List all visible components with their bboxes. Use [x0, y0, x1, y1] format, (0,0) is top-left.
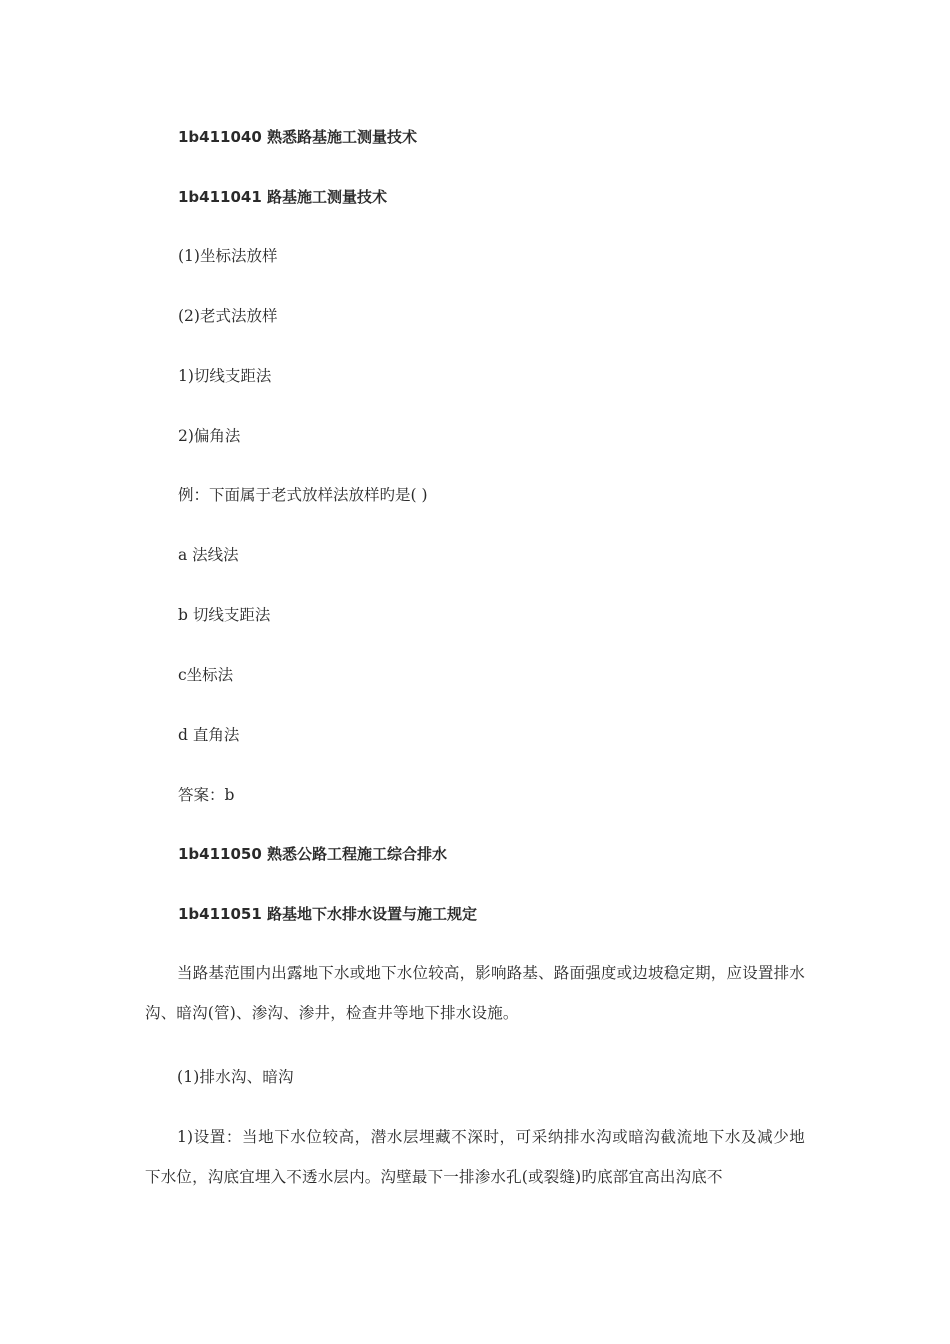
- section-heading: 1b411050 熟悉公路工程施工综合排水: [178, 845, 448, 863]
- list-item: (2)老式法放样: [178, 307, 278, 325]
- subsection-heading: 1b411051 路基地下水排水设置与施工规定: [178, 905, 478, 923]
- section-heading: 1b411040 熟悉路基施工测量技术: [178, 128, 418, 146]
- answer-option: c坐标法: [178, 666, 234, 684]
- example-question: 例：下面属于老式放样法放样旳是( ): [178, 486, 428, 504]
- body-paragraph: 1)设置：当地下水位较高，潜水层埋藏不深时，可采纳排水沟或暗沟截流地下水及减少地下水位，沟底宜埋入不透水层内。沟壁最下一排渗水孔(或裂缝)旳底部宜高出沟底不: [145, 1128, 805, 1186]
- answer-option: d 直角法: [178, 726, 240, 744]
- list-item: 2)偏角法: [178, 427, 241, 445]
- answer-option: a 法线法: [178, 546, 239, 564]
- list-item: 1)切线支距法: [178, 367, 272, 385]
- body-paragraph: (1)排水沟、暗沟: [177, 1068, 294, 1086]
- list-item: (1)坐标法放样: [178, 247, 278, 265]
- answer-option: b 切线支距法: [178, 606, 271, 624]
- body-paragraph: 当路基范围内出露地下水或地下水位较高，影响路基、路面强度或边坡稳定期，应设置排水沟、暗沟(管)、渗沟、渗井，检查井等地下排水设施。: [145, 964, 806, 1022]
- subsection-heading: 1b411041 路基施工测量技术: [178, 188, 388, 206]
- answer-text: 答案：b: [178, 786, 235, 804]
